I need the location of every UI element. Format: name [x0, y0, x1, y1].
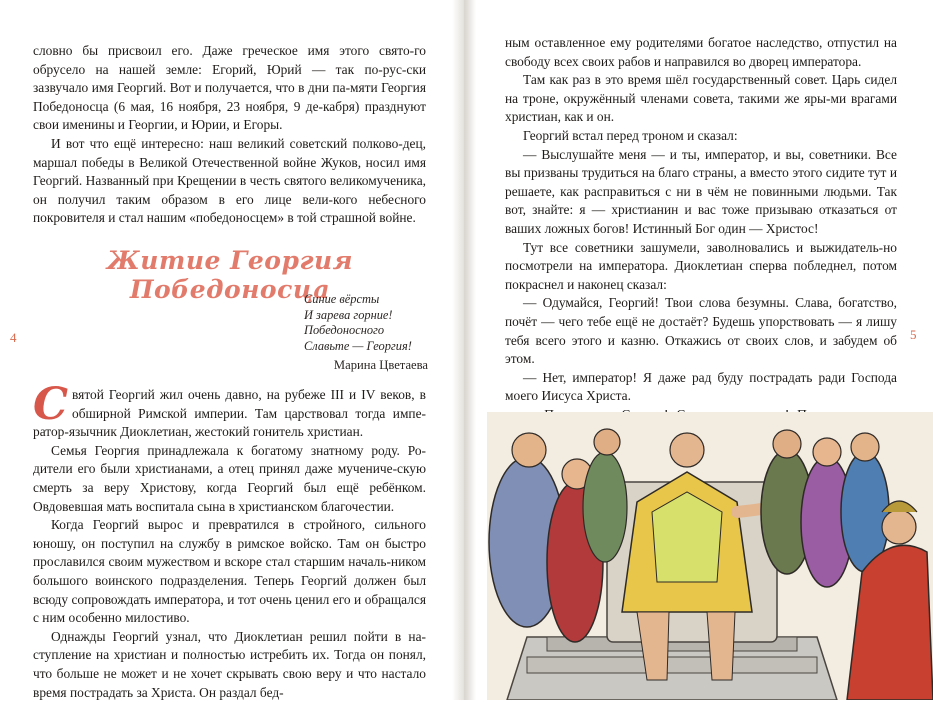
page-number-left: 4	[10, 330, 17, 345]
paragraph: — Одумайся, Георгий! Твои слова безумны. Слава, богатство, почёт — чего тебе ещё не достаёт? Будешь упорствовать — я лишу тебя всего этого и казню. Откажись от своих слов, и забудем об этом.	[505, 295, 897, 367]
epigraph-line: Синие вёрсты	[304, 292, 380, 306]
paragraph: Тут все советники зашумели, заволновались и выжидатель-но посмотрели на императора. Диоклетиан сперва побледнел, потом покраснел и наконец сказал:	[505, 239, 897, 292]
advisor-head	[594, 429, 620, 455]
page-number-right: 5	[910, 327, 917, 342]
epigraph-line: Славьте — Георгия!	[304, 338, 412, 353]
paragraph: Там как раз в это время шёл государственный совет. Царь сидел на троне, окружённый членами совета, такими же яры-ми врагами христиан, как и он.	[505, 72, 897, 125]
paragraph: словно бы присвоил его. Даже греческое имя этого свято-го обрусело на нашей земле: Егорий, Юрий — так по-рус-ски зазвучало имя Георгий. Вот и получается, что в дни па-мяти Георгия Победоносца (6 мая, 16 ноября, 23 ноября, 9 де-кабря) празднуют свои именины и Георгии, и Юрии, и Егоры.	[33, 43, 426, 133]
paragraph: ным оставленное ему родителями богатое наследство, отпустил на свободу всех своих рабов и направился во дворец императора.	[505, 35, 897, 69]
epigraph	[304, 292, 434, 354]
right-page-text	[505, 34, 897, 443]
paragraph: И вот что ещё интересно: наш великий советский полково-дец, маршал победы в Великой Отечественной войне Жуков, носил имя Георгий. Названный при Крещении в честь святого великомученика, он получил таким образом в его лице вели-кого небесного покровителя и стал нашим «победоносцем» в той страшной войне.	[33, 135, 426, 226]
advisor-head	[813, 438, 841, 466]
chapter-title: Житие Георгия Победоносца	[106, 246, 354, 304]
throne-step-lower	[527, 657, 817, 673]
illustration-throne-scene	[487, 412, 933, 700]
advisor-figure-green	[583, 452, 627, 562]
paragraph: Однажды Георгий узнал, что Диоклетиан решил пойти в на-ступление на христиан и полностью истребить их. Тогда он понял, что больше не может и не хочет скрывать свою веру и что настало время пострадать за Христа. Он раздал бед-	[33, 628, 426, 700]
paragraph	[33, 379, 426, 442]
emperor-tunic	[652, 492, 722, 582]
advisor-head	[512, 433, 546, 467]
drop-cap: С	[33, 379, 69, 430]
paragraph: Георгий встал перед троном и сказал:	[523, 127, 738, 143]
advisor-head	[773, 430, 801, 458]
epigraph-line: И зарева горние!	[304, 307, 393, 322]
paragraph: — Нет, император! Я даже рад буду пострадать ради Господа моего Иисуса Христа.	[505, 369, 897, 404]
saint-george-head	[882, 510, 916, 544]
epigraph-line: Победоносного	[304, 323, 385, 337]
paragraph-text: вятой Георгий жил очень давно, на рубеже III и IV веков, в обширной Римской империи. Там царствовал тогда импе-ратор-язычник Диоклетиан, жестокий гонитель христиан.	[33, 387, 426, 440]
left-page-intro	[33, 42, 426, 228]
paragraph: Семья Георгия принадлежала к богатому знатному роду. Ро-дители его были христианами, а отец принял даже мучениче-скую смерть за веру Христову, когда Георгий был ещё ребёнком. Овдовевшая мать воспитала сына в христианском благочестии.	[33, 442, 426, 514]
paragraph: Когда Георгий вырос и превратился в стройного, сильного юношу, он поступил на службу в римское войско. Там он быстро прославился своим мужеством и вскоре стал старшим началь-ником большого воинского подразделения. Теперь Георгий должен был всюду сопровождать императора, и тот очень ценил его и обращался с ним особенно милостиво.	[33, 517, 426, 626]
paragraph: — Выслушайте меня — и ты, император, и вы, советники. Все вы призваны трудиться на благо страны, а вместо этого сидите тут и решаете, как расправиться с ни в чём не повинными людьми. Так вот, знайте: я — христианин и вас тоже призываю отказаться от ваших ложных богов! Истинный Бог один — Христос!	[505, 146, 897, 236]
book-gutter	[452, 0, 476, 700]
advisor-head	[851, 433, 879, 461]
left-page-body	[33, 379, 426, 702]
emperor-head	[670, 433, 704, 467]
emperor-leg	[707, 612, 735, 680]
epigraph-author: Марина Цветаева	[333, 358, 428, 372]
